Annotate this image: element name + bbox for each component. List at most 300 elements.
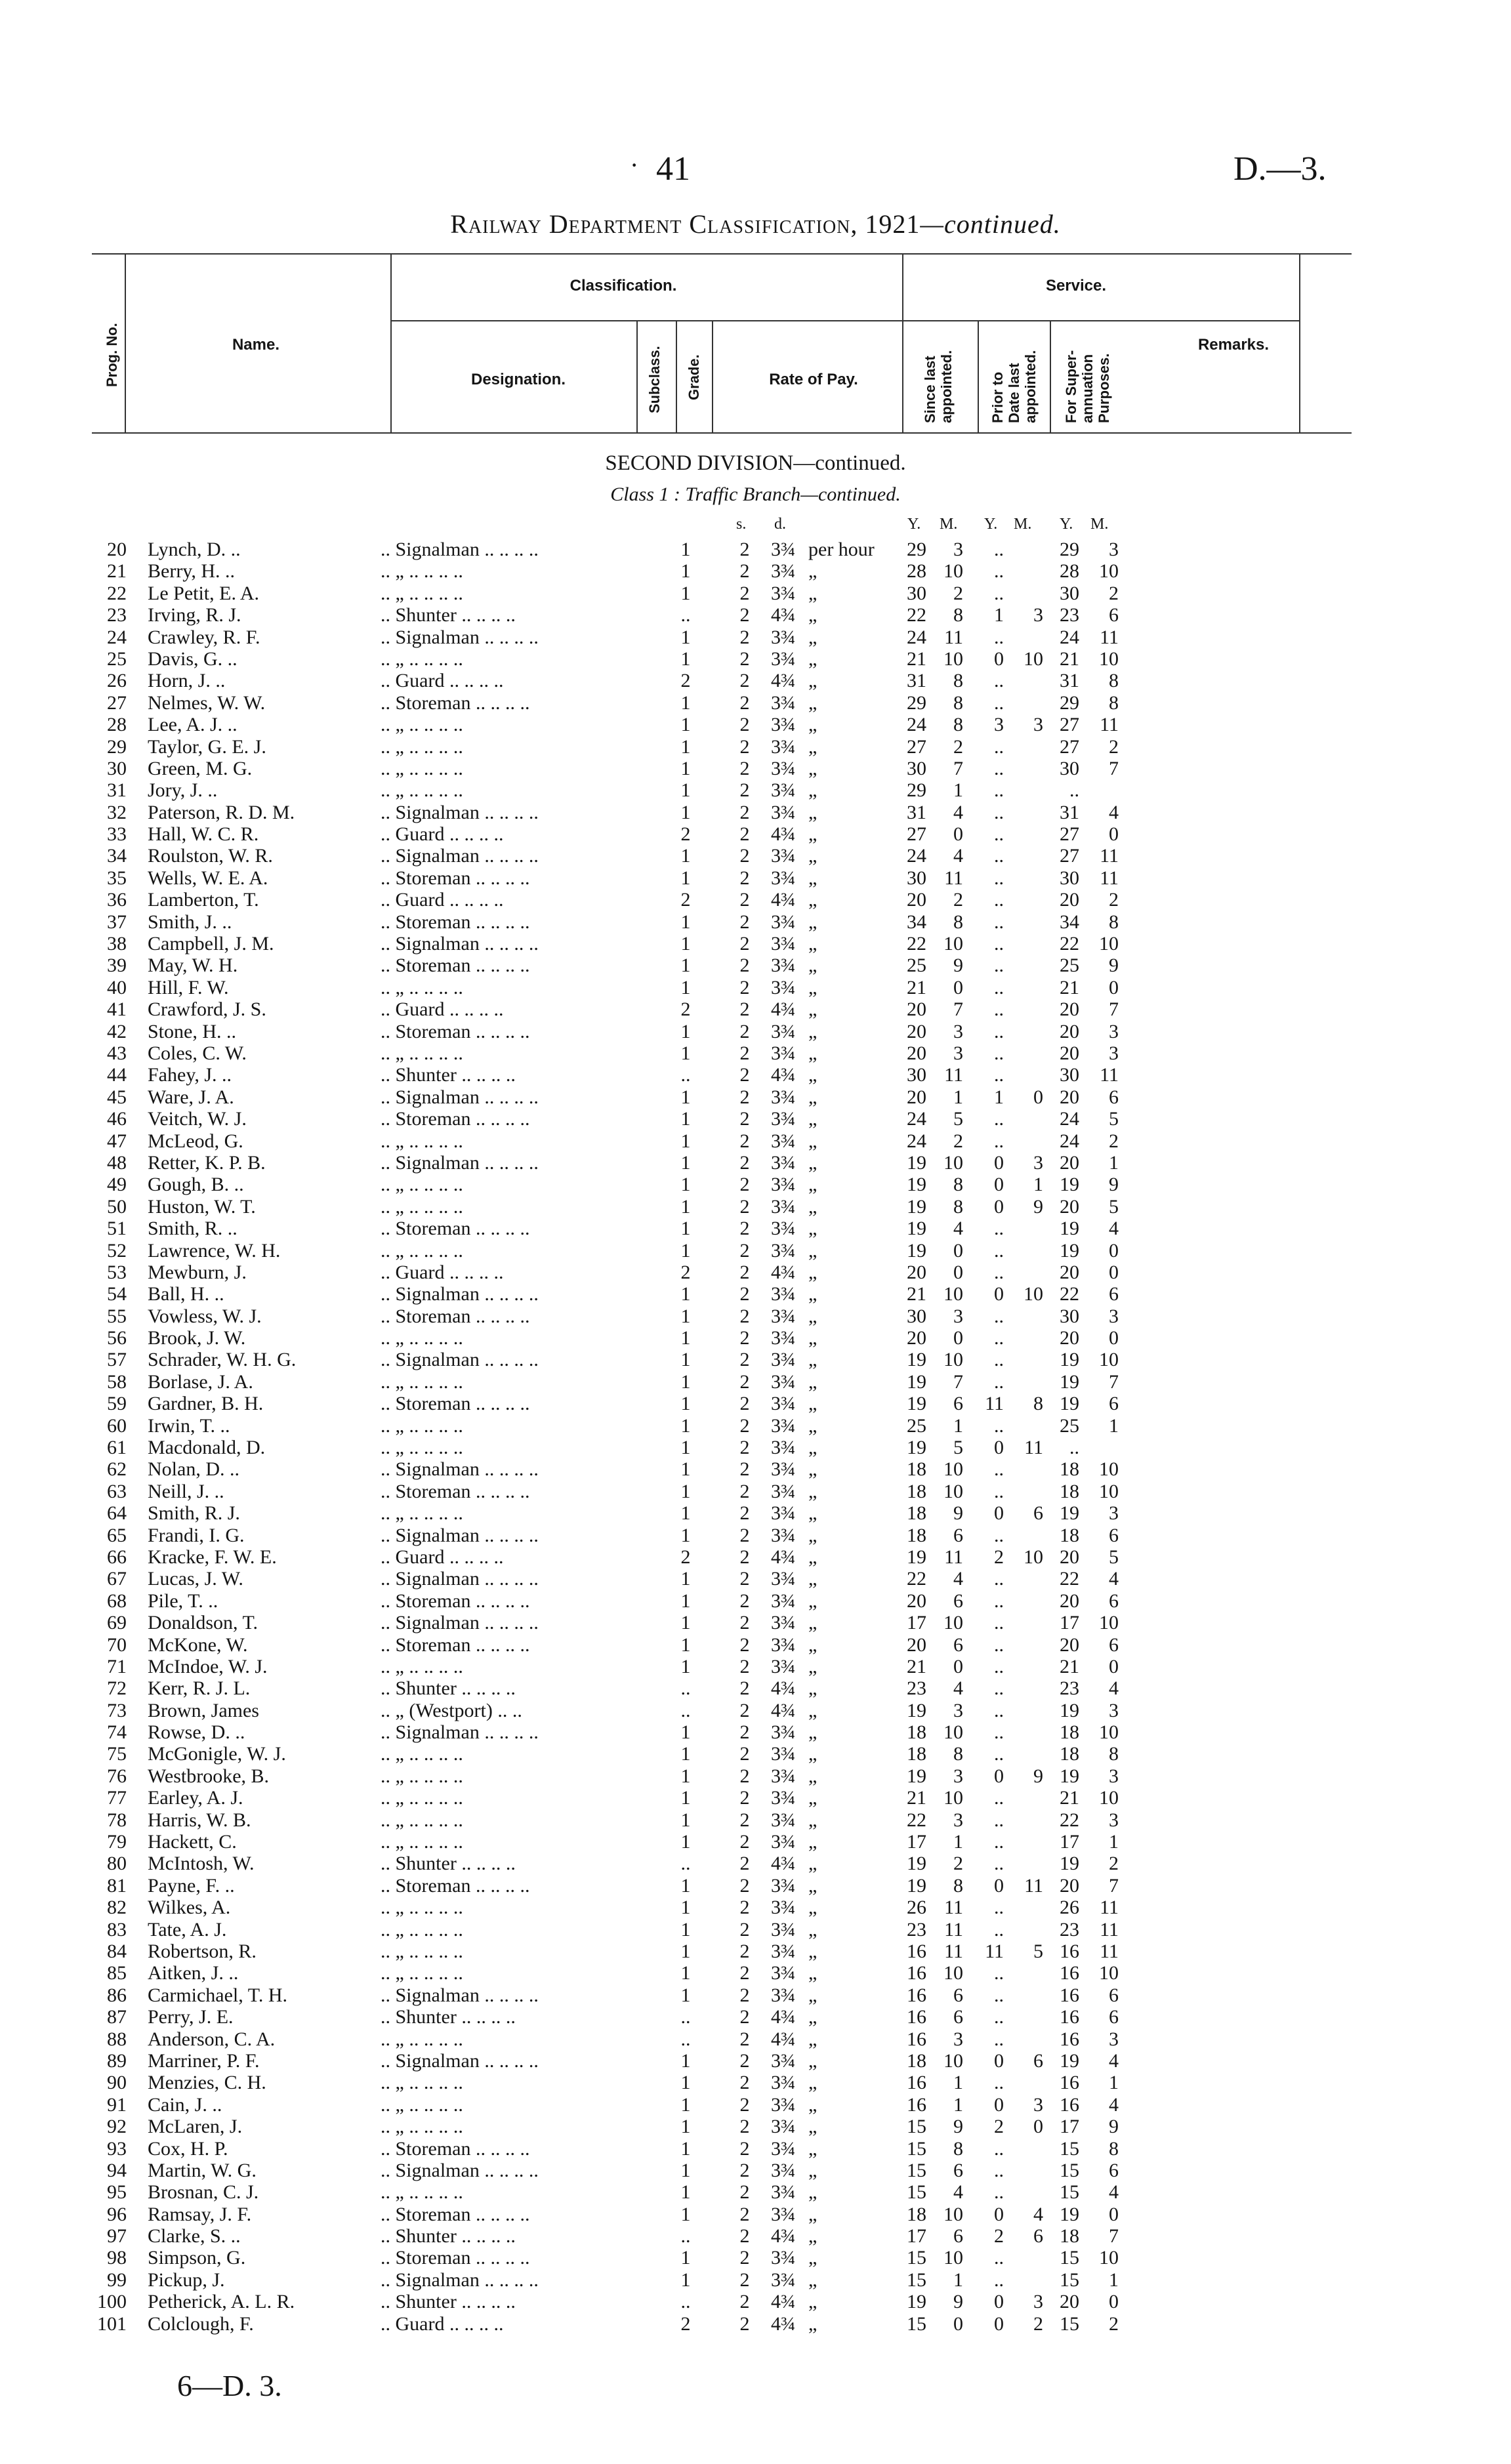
header-prior-to: Prior to Date last appointed. xyxy=(989,350,1039,423)
prior-years-cell: .. xyxy=(994,582,1004,604)
prog-no-cell: 87 xyxy=(107,2006,127,2028)
grade-cell: 2 xyxy=(739,1984,750,2006)
designation-cell: .. „ .. .. .. .. xyxy=(381,2072,463,2094)
super-months-cell: 3 xyxy=(1109,1305,1119,1327)
table-row xyxy=(0,1283,1511,1305)
prior-years-cell: .. xyxy=(994,867,1004,889)
table-row xyxy=(0,648,1511,670)
prior-months-cell: 4 xyxy=(1033,2203,1043,2225)
table-row xyxy=(0,889,1511,911)
since-months-cell: 8 xyxy=(953,1174,963,1196)
subclass-cell: 1 xyxy=(680,1414,691,1437)
rule-v2 xyxy=(390,253,392,432)
prior-years-cell: .. xyxy=(994,1108,1004,1130)
designation-cell: .. „ .. .. .. .. xyxy=(381,1918,463,1940)
subclass-cell: 1 xyxy=(680,1962,691,1984)
rate-unit-cell: „ xyxy=(808,604,818,626)
since-years-cell: 21 xyxy=(907,647,926,670)
rate-cell: 3¾ xyxy=(771,1414,796,1437)
rate-unit-cell: „ xyxy=(808,1721,818,1744)
prog-no-cell: 42 xyxy=(107,1020,127,1042)
designation-cell: .. Storeman .. .. .. .. xyxy=(381,1305,530,1327)
rate-cell: 3¾ xyxy=(771,1458,796,1481)
prior-years-cell: .. xyxy=(994,1414,1004,1437)
since-years-cell: 18 xyxy=(907,1458,926,1481)
table-row xyxy=(0,1700,1511,1721)
subclass-cell: 1 xyxy=(680,1305,691,1327)
since-years-cell: 20 xyxy=(907,1590,926,1612)
designation-cell: .. Guard .. .. .. .. xyxy=(381,889,504,911)
name-cell: Berry, H. .. xyxy=(148,560,236,583)
since-months-cell: 7 xyxy=(953,757,963,779)
since-months-cell: 1 xyxy=(953,1086,963,1108)
table-row xyxy=(0,1064,1511,1086)
since-months-cell: 11 xyxy=(944,867,963,889)
rate-unit-cell: „ xyxy=(808,2203,818,2225)
super-months-cell: 3 xyxy=(1109,2028,1119,2050)
since-years-cell: 18 xyxy=(907,1721,926,1744)
subclass-cell: 1 xyxy=(680,2049,691,2072)
class-title-text: Class 1 : Traffic Branch—continued. xyxy=(610,483,901,505)
table-row xyxy=(0,2181,1511,2203)
super-months-cell: 4 xyxy=(1109,2093,1119,2116)
designation-cell: .. „ .. .. .. .. xyxy=(381,1174,463,1196)
table-row xyxy=(0,1984,1511,2006)
prog-no-cell: 44 xyxy=(107,1064,127,1086)
grade-cell: 2 xyxy=(739,582,750,604)
prior-years-cell: .. xyxy=(994,1655,1004,1677)
super-months-cell: 6 xyxy=(1109,1086,1119,1108)
super-years-cell: 19 xyxy=(1060,1239,1079,1262)
prog-no-cell: 26 xyxy=(107,670,127,692)
grade-cell: 2 xyxy=(739,1787,750,1809)
prog-no-cell: 81 xyxy=(107,1874,127,1897)
prior-years-cell: .. xyxy=(994,1831,1004,1853)
prior-years-cell: .. xyxy=(994,1962,1004,1984)
rate-cell: 4¾ xyxy=(771,2028,796,2050)
prog-no-cell: 28 xyxy=(107,714,127,736)
since-years-cell: 15 xyxy=(907,2137,926,2160)
super-years-cell: 22 xyxy=(1060,933,1079,955)
super-years-cell: 16 xyxy=(1060,2093,1079,2116)
grade-cell: 2 xyxy=(739,1393,750,1415)
prog-no-cell: 57 xyxy=(107,1349,127,1371)
table-row xyxy=(0,802,1511,823)
designation-cell: .. „ .. .. .. .. xyxy=(381,1502,463,1525)
subclass-cell: 1 xyxy=(680,933,691,955)
rate-unit-cell: „ xyxy=(808,2137,818,2160)
since-years-cell: 19 xyxy=(907,1370,926,1393)
rate-cell: 3¾ xyxy=(771,1283,796,1305)
designation-cell: .. „ .. .. .. .. xyxy=(381,1130,463,1152)
prog-no-cell: 47 xyxy=(107,1130,127,1152)
super-months-cell: 10 xyxy=(1099,1962,1119,1984)
rate-unit-cell: „ xyxy=(808,1918,818,1940)
subclass-cell: .. xyxy=(680,604,691,626)
grade-cell: 2 xyxy=(739,2159,750,2181)
name-cell: Donaldson, T. xyxy=(148,1612,259,1634)
subclass-cell: 1 xyxy=(680,691,691,714)
table-row xyxy=(0,845,1511,867)
rate-cell: 3¾ xyxy=(771,2093,796,2116)
rate-cell: 3¾ xyxy=(771,1218,796,1240)
table-row xyxy=(0,1437,1511,1458)
rate-unit-cell: „ xyxy=(808,911,818,933)
prior-years-cell: .. xyxy=(994,889,1004,911)
since-years-cell: 20 xyxy=(907,1020,926,1042)
grade-cell: 2 xyxy=(739,779,750,802)
rate-unit-cell: „ xyxy=(808,1458,818,1481)
name-cell: Retter, K. P. B. xyxy=(148,1151,266,1174)
prog-no-cell: 54 xyxy=(107,1283,127,1305)
super-months-cell: 6 xyxy=(1109,1393,1119,1415)
table-row xyxy=(0,2138,1511,2160)
prog-no-cell: 20 xyxy=(107,539,127,560)
super-months-cell: 0 xyxy=(1109,976,1119,998)
prog-no-cell: 80 xyxy=(107,1853,127,1875)
prior-months-cell: 11 xyxy=(1024,1437,1043,1459)
name-cell: Earley, A. J. xyxy=(148,1787,243,1809)
super-years-cell: 18 xyxy=(1060,1458,1079,1481)
prog-no-cell: 66 xyxy=(107,1546,127,1568)
super-years-cell: 15 xyxy=(1060,2181,1079,2204)
super-years-cell: 20 xyxy=(1060,1633,1079,1656)
since-months-cell: 0 xyxy=(953,1261,963,1283)
rate-cell: 4¾ xyxy=(771,1699,796,1721)
name-cell: Harris, W. B. xyxy=(148,1809,251,1831)
table-row xyxy=(0,1853,1511,1874)
rate-cell: 3¾ xyxy=(771,933,796,955)
since-months-cell: 8 xyxy=(953,691,963,714)
subclass-cell: 1 xyxy=(680,779,691,802)
name-cell: Brown, James xyxy=(148,1699,259,1721)
grade-cell: 2 xyxy=(739,670,750,692)
designation-cell: .. Storeman .. .. .. .. xyxy=(381,1108,530,1130)
prior-months-cell: 10 xyxy=(1024,1546,1043,1568)
since-months-cell: 10 xyxy=(943,933,963,955)
super-years-cell: 26 xyxy=(1060,1897,1079,1919)
designation-cell: .. Signalman .. .. .. .. xyxy=(381,2049,539,2072)
rate-cell: 3¾ xyxy=(771,1962,796,1984)
prior-months-cell: 2 xyxy=(1033,2312,1043,2335)
super-months-cell: 11 xyxy=(1100,1897,1119,1919)
super-years-cell: 29 xyxy=(1060,539,1079,560)
designation-cell: .. Signalman .. .. .. .. xyxy=(381,2269,539,2291)
table-row xyxy=(0,1897,1511,1918)
rate-cell: 3¾ xyxy=(771,779,796,802)
table-row xyxy=(0,1305,1511,1327)
since-months-cell: 11 xyxy=(944,1546,963,1568)
prog-no-cell: 32 xyxy=(107,801,127,823)
rate-cell: 3¾ xyxy=(771,1897,796,1919)
grade-cell: 2 xyxy=(739,1546,750,1568)
since-months-cell: 10 xyxy=(943,1283,963,1305)
prior-years-cell: .. xyxy=(994,735,1004,758)
prior-years-cell: .. xyxy=(994,1743,1004,1765)
prog-no-cell: 78 xyxy=(107,1809,127,1831)
prior-months-cell: 5 xyxy=(1033,1940,1043,1962)
super-years-cell: 20 xyxy=(1060,2291,1079,2313)
rate-unit-cell: „ xyxy=(808,1151,818,1174)
prior-years-cell: .. xyxy=(994,1787,1004,1809)
since-years-cell: 15 xyxy=(907,2269,926,2291)
table-row xyxy=(0,2160,1511,2181)
since-years-cell: 20 xyxy=(907,889,926,911)
super-months-cell: 7 xyxy=(1109,2225,1119,2248)
rate-cell: 3¾ xyxy=(771,1086,796,1108)
name-cell: Vowless, W. J. xyxy=(148,1305,262,1327)
name-cell: Veitch, W. J. xyxy=(148,1108,247,1130)
rate-unit-cell: „ xyxy=(808,647,818,670)
prog-no-cell: 24 xyxy=(107,626,127,648)
rate-cell: 3¾ xyxy=(771,1502,796,1525)
rate-cell: 3¾ xyxy=(771,1305,796,1327)
prior-years-cell: .. xyxy=(994,911,1004,933)
super-years-cell: 20 xyxy=(1060,1020,1079,1042)
since-years-cell: 16 xyxy=(907,1940,926,1962)
header-bottom-rule xyxy=(92,432,1352,434)
super-months-cell: 6 xyxy=(1109,1633,1119,1656)
super-months-cell: 8 xyxy=(1109,670,1119,692)
name-cell: Lee, A. J. .. xyxy=(148,714,238,736)
prior-years-cell: 2 xyxy=(994,2225,1004,2248)
rate-unit-cell: „ xyxy=(808,1984,818,2006)
prog-no-cell: 70 xyxy=(107,1633,127,1656)
super-months-cell: 0 xyxy=(1109,1655,1119,1677)
rate-unit-cell: „ xyxy=(808,2116,818,2138)
table-row xyxy=(0,2204,1511,2225)
prior-years-cell: 0 xyxy=(994,1151,1004,1174)
since-months-cell: 10 xyxy=(943,1787,963,1809)
since-years-cell: 28 xyxy=(907,560,926,583)
super-months-cell: 2 xyxy=(1109,2312,1119,2335)
since-years-cell: 17 xyxy=(907,1831,926,1853)
rule-v6 xyxy=(676,320,677,432)
subclass-cell: .. xyxy=(680,2028,691,2050)
since-years-cell: 31 xyxy=(907,801,926,823)
super-years-cell: 20 xyxy=(1060,1327,1079,1349)
grade-cell: 2 xyxy=(739,1174,750,1196)
table-row xyxy=(0,1174,1511,1195)
since-months-cell: 1 xyxy=(953,1831,963,1853)
designation-cell: .. Guard .. .. .. .. xyxy=(381,823,504,846)
designation-cell: .. Signalman .. .. .. .. xyxy=(381,1086,539,1108)
rule-v1 xyxy=(125,253,126,432)
since-months-cell: 0 xyxy=(953,2312,963,2335)
prior-years-cell: 0 xyxy=(994,1437,1004,1459)
designation-cell: .. „ .. .. .. .. xyxy=(381,1370,463,1393)
table-row xyxy=(0,1875,1511,1897)
grade-cell: 2 xyxy=(739,867,750,889)
header-designation: Designation. xyxy=(470,371,566,388)
super-months-cell: 6 xyxy=(1109,1984,1119,2006)
since-months-cell: 2 xyxy=(953,889,963,911)
super-years-cell: 20 xyxy=(1060,889,1079,911)
rate-cell: 4¾ xyxy=(771,998,796,1021)
designation-cell: .. „ .. .. .. .. xyxy=(381,1940,463,1962)
title-suffix: —continued. xyxy=(920,209,1061,239)
table-row xyxy=(0,1327,1511,1349)
designation-cell: .. „ .. .. .. .. xyxy=(381,2028,463,2050)
since-years-cell: 19 xyxy=(907,1874,926,1897)
super-months-cell: 6 xyxy=(1109,2159,1119,2181)
super-months-cell: 7 xyxy=(1109,1370,1119,1393)
grade-cell: 2 xyxy=(739,1502,750,1525)
designation-cell: .. Shunter .. .. .. .. xyxy=(381,1677,516,1700)
rate-unit-cell: „ xyxy=(808,1195,818,1218)
rate-unit-cell: per hour xyxy=(808,539,875,560)
prior-years-cell: .. xyxy=(994,1261,1004,1283)
name-cell: Perry, J. E. xyxy=(148,2006,234,2028)
designation-cell: .. Signalman .. .. .. .. xyxy=(381,933,539,955)
rate-cell: 3¾ xyxy=(771,1370,796,1393)
table-row xyxy=(0,1458,1511,1480)
table-row xyxy=(0,736,1511,758)
since-months-cell: 10 xyxy=(943,647,963,670)
since-years-cell: 22 xyxy=(907,1809,926,1831)
since-years-cell: 29 xyxy=(907,539,926,560)
subclass-cell: 1 xyxy=(680,1655,691,1677)
table-row xyxy=(0,2225,1511,2247)
rate-cell: 3¾ xyxy=(771,1568,796,1590)
since-years-cell: 24 xyxy=(907,626,926,648)
designation-cell: .. Signalman .. .. .. .. xyxy=(381,1568,539,1590)
rate-cell: 3¾ xyxy=(771,911,796,933)
rule-v8 xyxy=(978,320,979,432)
subclass-cell: 1 xyxy=(680,1437,691,1459)
table-row xyxy=(0,2050,1511,2072)
since-years-cell: 19 xyxy=(907,1174,926,1196)
grade-cell: 2 xyxy=(739,1853,750,1875)
designation-cell: .. Storeman .. .. .. .. xyxy=(381,2137,530,2160)
grade-cell: 2 xyxy=(739,691,750,714)
designation-cell: .. Storeman .. .. .. .. xyxy=(381,1020,530,1042)
prior-years-cell: .. xyxy=(994,1590,1004,1612)
name-cell: Davis, G. .. xyxy=(148,647,238,670)
rate-cell: 4¾ xyxy=(771,1546,796,1568)
table-row xyxy=(0,911,1511,933)
super-years-cell: .. xyxy=(1069,779,1079,802)
super-months-cell: 1 xyxy=(1109,1831,1119,1853)
super-months-cell: 2 xyxy=(1109,1853,1119,1875)
super-months-cell: 5 xyxy=(1109,1108,1119,1130)
super-months-cell: 10 xyxy=(1099,2247,1119,2269)
super-years-cell: 21 xyxy=(1060,1655,1079,1677)
super-years-cell: 20 xyxy=(1060,1086,1079,1108)
rate-unit-cell: „ xyxy=(808,626,818,648)
prior-years-cell: .. xyxy=(994,1524,1004,1546)
rate-cell: 3¾ xyxy=(771,2181,796,2204)
rate-cell: 3¾ xyxy=(771,691,796,714)
grade-cell: 2 xyxy=(739,1370,750,1393)
prog-no-cell: 86 xyxy=(107,1984,127,2006)
prog-no-cell: 36 xyxy=(107,889,127,911)
rule-v3 xyxy=(902,253,903,432)
prog-no-cell: 65 xyxy=(107,1524,127,1546)
prior-months-cell: 10 xyxy=(1024,1283,1043,1305)
prior-years-cell: .. xyxy=(994,626,1004,648)
prior-years-cell: .. xyxy=(994,1721,1004,1744)
subclass-cell: 1 xyxy=(680,1502,691,1525)
grade-cell: 2 xyxy=(739,647,750,670)
super-months-cell: 9 xyxy=(1109,1174,1119,1196)
since-years-cell: 19 xyxy=(907,1546,926,1568)
unit-months-prior: M. xyxy=(1014,516,1032,533)
prior-months-cell: 3 xyxy=(1033,714,1043,736)
designation-cell: .. Storeman .. .. .. .. xyxy=(381,2247,530,2269)
name-cell: Smith, J. .. xyxy=(148,911,232,933)
super-months-cell: 3 xyxy=(1109,1042,1119,1064)
subclass-cell: 1 xyxy=(680,911,691,933)
since-months-cell: 0 xyxy=(953,976,963,998)
rate-cell: 3¾ xyxy=(771,1524,796,1546)
super-years-cell: 19 xyxy=(1060,1765,1079,1787)
designation-cell: .. „ (Westport) .. .. xyxy=(381,1699,522,1721)
since-months-cell: 2 xyxy=(953,735,963,758)
class-title xyxy=(0,483,1511,506)
prog-no-cell: 52 xyxy=(107,1239,127,1262)
prog-no-cell: 56 xyxy=(107,1327,127,1349)
prior-years-cell: .. xyxy=(994,1349,1004,1371)
prior-years-cell: .. xyxy=(994,1568,1004,1590)
table-row xyxy=(0,560,1511,582)
super-months-cell: 0 xyxy=(1109,2291,1119,2313)
name-cell: Smith, R. .. xyxy=(148,1218,238,1240)
designation-cell: .. Guard .. .. .. .. xyxy=(381,1546,504,1568)
since-months-cell: 2 xyxy=(953,1853,963,1875)
rate-cell: 4¾ xyxy=(771,670,796,692)
rate-unit-cell: „ xyxy=(808,1502,818,1525)
section-title: SECOND DIVISION—continued. xyxy=(605,451,906,475)
rate-unit-cell: „ xyxy=(808,1020,818,1042)
rate-cell: 3¾ xyxy=(771,757,796,779)
name-cell: Frandi, I. G. xyxy=(148,1524,245,1546)
rate-unit-cell: „ xyxy=(808,1393,818,1415)
name-cell: Cox, H. P. xyxy=(148,2137,228,2160)
name-cell: Gough, B. .. xyxy=(148,1174,244,1196)
subclass-cell: 1 xyxy=(680,1743,691,1765)
prior-years-cell: 2 xyxy=(994,2116,1004,2138)
prior-years-cell: .. xyxy=(994,691,1004,714)
prior-years-cell: .. xyxy=(994,955,1004,977)
since-months-cell: 3 xyxy=(953,1809,963,1831)
header-service: Service. xyxy=(1045,277,1107,295)
prior-months-cell: 9 xyxy=(1033,1195,1043,1218)
table-body xyxy=(0,539,1511,2335)
prior-years-cell: .. xyxy=(994,2269,1004,2291)
super-years-cell: 34 xyxy=(1060,911,1079,933)
rate-unit-cell: „ xyxy=(808,2006,818,2028)
super-months-cell: 10 xyxy=(1099,1458,1119,1481)
super-years-cell: 19 xyxy=(1060,1370,1079,1393)
units-row xyxy=(0,516,1511,535)
super-years-cell: 16 xyxy=(1060,1962,1079,1984)
super-months-cell: 4 xyxy=(1109,1677,1119,1700)
super-years-cell: 15 xyxy=(1060,2247,1079,2269)
header-grade: Grade. xyxy=(686,354,702,400)
prog-no-cell: 84 xyxy=(107,1940,127,1962)
since-years-cell: 16 xyxy=(907,2093,926,2116)
rate-cell: 4¾ xyxy=(771,2291,796,2313)
since-years-cell: 20 xyxy=(907,1086,926,1108)
since-months-cell: 9 xyxy=(953,2116,963,2138)
prior-months-cell: 3 xyxy=(1033,2093,1043,2116)
super-months-cell: 5 xyxy=(1109,1546,1119,1568)
prog-no-cell: 49 xyxy=(107,1174,127,1196)
name-cell: Brosnan, C. J. xyxy=(148,2181,259,2204)
super-years-cell: 17 xyxy=(1060,2116,1079,2138)
super-years-cell: 25 xyxy=(1060,1414,1079,1437)
